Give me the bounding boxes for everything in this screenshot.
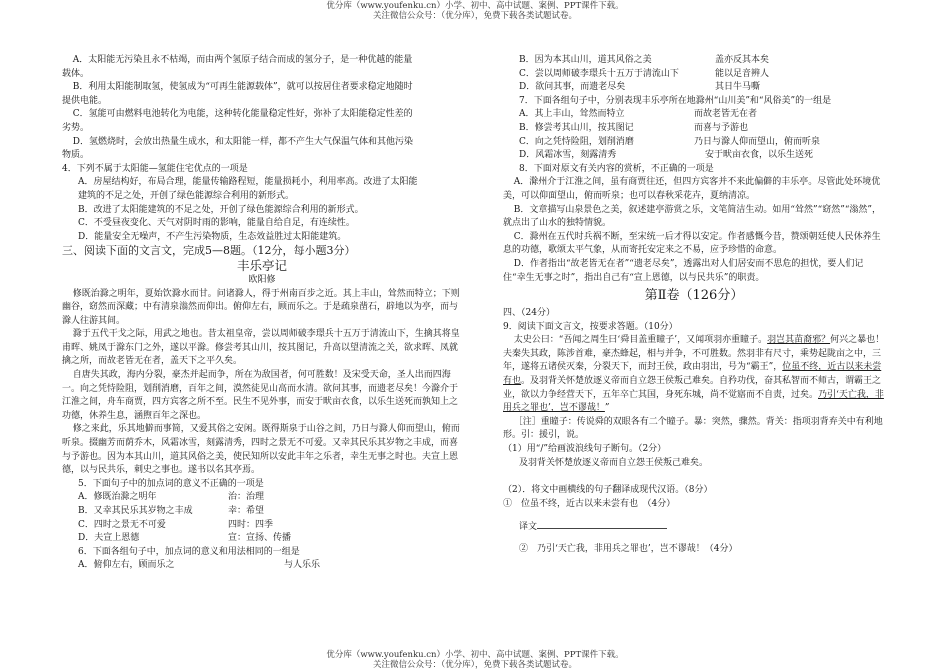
- page-footer: [0, 650, 950, 670]
- q6-option-d: D．欲问其事，而遗老尽矣 其日牛马嘶: [519, 82, 761, 93]
- q7-option-c: C．向之凭恃险阻，划削消磨 乃日与滁人仰而望山，俯而听泉: [519, 136, 821, 147]
- underlined-sentence-1: 位虽不终，近古以来未尝有也: [503, 362, 882, 387]
- q8-option-a: A．滁州介于江淮之间，虽有商贾往还，但四方宾客并不来此偏僻的丰乐亭。尽管此处环境优美，可以仰面望山，俯而听泉；也可以春秋采花卉，夏纳清凉。: [503, 177, 881, 201]
- translation-line[interactable]: 译文: [503, 519, 885, 535]
- q5-option-c: C．四时之景无不可爱 四时：四季: [78, 519, 274, 530]
- q3-option-d: D．氢燃烧时，会放出热量生成水，和太阳能一样，都不产生大气保温气体和其他污染 物质。: [62, 136, 414, 161]
- header-line-2: 关注微信公众号：（优分库），免费下载各类试题试卷。: [372, 11, 577, 21]
- right-column: [503, 54, 885, 557]
- q8-option-b: B．文章描写山泉景色之美，叙述建亭游赏之乐，文笔简洁生动。如用“耸然”“窈然”“滃然”，就点出了山水的独特情貌。: [503, 204, 882, 229]
- q5-option-b: B．又幸其民乐其岁物之丰成 幸：希望: [78, 506, 265, 516]
- wavy-line-sentence: 羽岂其苗裔邪？: [767, 335, 831, 346]
- volume-2-heading: 第Ⅱ卷（126分）: [644, 288, 744, 304]
- q9-passage: 太史公曰：“吾闻之周生曰‘舜目盖重瞳子’，又闻项羽亦重瞳子。羽岂其苗裔邪？何兴之暴也！夫秦失其政，陈涉首难，豪杰蜂起，相与并争，不可胜数。然羽非有尺寸，乘势起陇亩之中，三年，遂将五诸侯灭秦，分裂天下，而封王侯，政由羽出，号为“霸王”，位虽不终，近古以来未尝有也。及羽背关怀楚放逐义帝而自立怨王侯叛己难矣。自矜功伐，奋其私智而不师古，谓霸王之业，欲以力争经营天下，五年卒亡其国，身死东城，尚不觉寤而不自责，过矣。乃引‘天亡我，非用兵之罪也’，岂不谬哉！”: [503, 335, 885, 414]
- section-4-heading: 四、（24分）: [503, 308, 555, 319]
- q4-option-a: A．房屋结构好，布局合理，能量传输路程短，能量损耗小，利用率高。改进了太阳能 建筑的不足之处，开创了绿色能源综合利用的新形式。: [78, 177, 418, 201]
- q7-option-b: B．修尝考其山川，按其图记 而喜与予游也: [519, 122, 749, 133]
- q5-stem: 5．下面句子中的加点词的意义不正确的一项是: [78, 478, 264, 489]
- q6-option-a: A．俯仰左右，顾而乐之 与人乐乐: [78, 560, 321, 571]
- q9-note: ［注］重瞳子：传说舜的双眼各有二个瞳子。暴：突然，骤然。背关：指项羽背弃关中有利地形。引：援引，说。: [503, 416, 883, 441]
- q6-option-c: C．尝以周师破李璟兵十五万于清流山下 能以足音辨人: [519, 68, 770, 79]
- q4-stem: 4．下列不属于太阳能—氢能住宅优点的一项是: [62, 163, 248, 174]
- q8-stem: 8．下面对原文有关内容的赏析，不正确的一项是: [519, 163, 714, 174]
- q4-option-c: C．不受昼夜变化、天气对阴时雨的影响，能量自给自足，有连续性。: [78, 218, 355, 229]
- q4-option-d: D．能量安全无噪声，不产生污染物质，生态效益胜过太阳能建筑。: [78, 231, 347, 242]
- section-3-heading: 三、阅读下面的文言文，完成5—8题。（12分，每小题3分）: [62, 244, 356, 258]
- q9-sub2-b: ② 乃引‘天亡我，非用兵之罪也’，岂不谬哉！（4分）: [519, 544, 738, 554]
- essay-paragraph-1: 修既治滁之明年，夏始饮滁水而甘。问诸滁人，得于州南百步之近。其上丰山，耸然而特立；下则幽谷，窈然而深藏；中有清泉滃然而仰出。俯仰左右，顾而乐之。于是疏泉凿石，辟地以为亭，而与滁人往游其间。: [62, 288, 460, 326]
- q3-option-c: C．氢能可由燃料电池转化为电能，这种转化能量稳定性好，弥补了太阳能稳定性差的 劣势。: [62, 109, 413, 133]
- q9-sub2-a: ① 位虽不终，近古以来未尝有也 （4分）: [503, 498, 676, 509]
- q3-option-a: A．太阳能无污染且永不枯竭，而由两个氢原子结合而成的氢分子，是一种优越的能量 载体。: [62, 55, 413, 79]
- q4-option-b: B．改进了太阳能建筑的不足之处，开创了绿色能源综合利用的新形式。: [78, 204, 364, 215]
- q7-stem: 7．下面各组句子中，分别表现丰乐亭所在地滁州“山川美”和“风俗美”的一组是: [519, 95, 832, 106]
- header-line-1: 优分库（www.youfenku.cn）小学、初中、高中试题、案例、PPT课件下载。: [326, 1, 624, 11]
- underlined-sentence-2: 乃引‘天亡我，非用兵之罪也’，岂不谬哉！: [503, 389, 884, 414]
- q7-option-a: A．其上丰山，耸然而特立 而故老皆无在者: [519, 109, 758, 120]
- q9-sub2: （2）．将文中画横线的句子翻译成现代汉语。（8分）: [503, 485, 713, 496]
- page-header: [0, 1, 950, 21]
- essay-paragraph-4: 修之来此，乐其地僻而事简，又爱其俗之安闲。既得斯泉于山谷之间，乃日与滁人仰而望山，俯而听泉。掇幽芳而荫乔木，风霜冰雪，刻露清秀，四时之景无不可爱。又幸其民乐其岁物之丰成，而喜与予游也。因为本其山川，道其风俗之美，使民知所以安此丰年之乐者，幸生无事之时也。夫宣上恩德，以与民共乐，刺史之事也。遂书以名其亭焉。: [62, 424, 460, 476]
- essay-paragraph-3: 自唐失其政，海内分裂，豪杰并起而争，所在为敌国者，何可胜数！及宋受天命，圣人出而四海一。向之凭恃险阻，划削消磨，百年之间，漠然徒见山高而水清。欲问其事，而遗老尽矣！今滁介于江淮之间，舟车商贾，四方宾客之所不至。民生不见外事，而安于畎亩衣食，以乐生送死而孰知上之功德，休养生息，涵煦百年之深也。: [62, 370, 459, 421]
- q7-option-d: D．风霜冰雪，刻露清秀 安于畎亩衣食，以乐生送死: [519, 150, 814, 161]
- essay-title: 丰乐亭记: [236, 257, 287, 273]
- footer-line-1: 优分库（www.youfenku.cn）小学、初中、高中试题、案例、PPT课件下载。: [326, 650, 624, 660]
- q3-option-b: B．利用太阳能制取氢，使氢成为“可再生能源载体”，就可以按居住者要求稳定地随时 提供电能。: [62, 82, 413, 106]
- q9-stem: 9．阅读下面文言文，按要求答题。（10分）: [503, 321, 678, 332]
- q8-option-c: C．滁州在五代时兵祸不断，至宋统一后才得以安定。作者感慨今昔，赞颂朝廷使人民休养生息的功德，歌颂太平气象，从而寄托安定来之不易，应予珍惜的命意。: [503, 231, 881, 256]
- q5-option-a: A．修既治滁之明年 治：治理: [78, 492, 265, 503]
- answer-blank[interactable]: [537, 519, 667, 529]
- left-column: [62, 54, 462, 573]
- q9-sub1-text: 及羽背关怀楚放逐义帝而自立怨王侯叛己难矣。: [519, 457, 709, 468]
- q9-sub1: （1）用“/”给画波浪线句子断句。（2分）: [503, 444, 667, 455]
- essay-author: 欧阳修: [248, 274, 276, 285]
- essay-paragraph-2: 滁于五代干戈之际，用武之地也。昔太祖皇帝，尝以周师破李璟兵十五万于清流山下，生擒其将皇甫晖、姚凤于滁东门之外，遂以平滁。修尝考其山川，按其图记，升高以望清流之关，欲求晖、凤就擒之所，而故老皆无在者，盖天下之平久矣。: [62, 329, 460, 367]
- q6-stem: 6．下面各组句子中，加点词的意义和用法相同的一组是: [78, 546, 300, 557]
- q8-option-d: D．作者指出“故老皆无在者”“遗老尽矣”，透露出对人们居安而不思危的担忧，要人们记住“幸生无事之时”，指出自己有“宣上恩德，以与民共乐”的职责。: [503, 258, 864, 283]
- q5-option-d: D．夫宣上恩德 宣：宣扬、传播: [78, 533, 292, 544]
- footer-line-2: 关注微信公众号：（优分库），免费下载各类试题试卷。: [372, 660, 577, 670]
- q6-option-b: B．因为本其山川，道其风俗之美 盖亦反其本矣: [519, 55, 770, 65]
